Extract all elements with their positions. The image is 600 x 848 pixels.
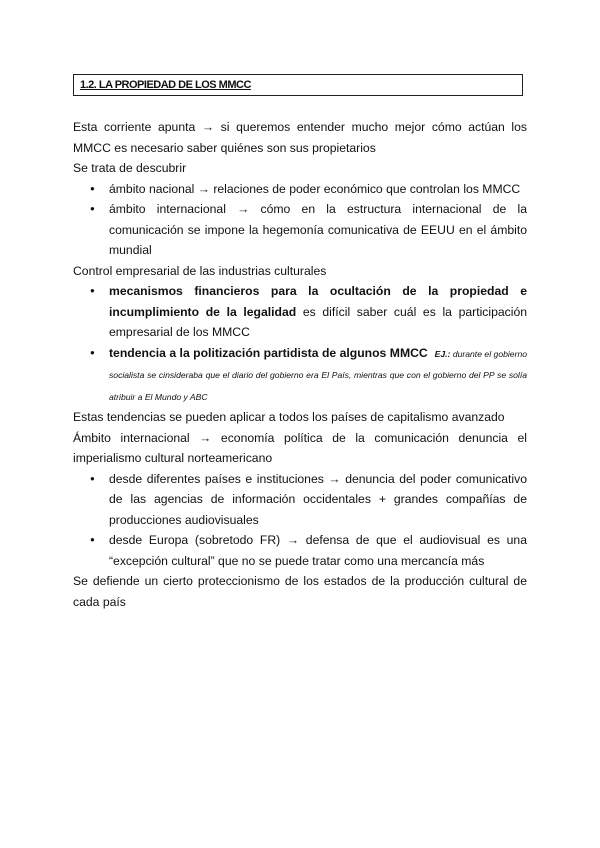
list-descubrir <box>73 179 527 261</box>
list-control <box>73 281 527 407</box>
paragraph-tendencias: Estas tendencias se pueden aplicar a todos los países de capitalismo avanzado <box>73 410 505 424</box>
plain-text: es difícil saber cuál es la participación empresarial de los MMCC <box>109 304 528 339</box>
list-item <box>109 281 527 343</box>
bold-text: tendencia a la politización partidista de algunos MMCC <box>109 345 428 360</box>
example-label: EJ.: <box>434 348 451 359</box>
paragraph-control: Control empresarial de las industrias culturales <box>73 263 327 278</box>
paragraph-proteccionismo: Se defiende un cierto proteccionismo de los estados de la producción cultural de cada país <box>73 574 527 609</box>
section-heading: 1.2. LA PROPIEDAD DE LOS MMCC <box>73 74 523 96</box>
list-item: ● ámbito internacional → cómo en la estructura internacional de la comunicación se impone la hegemonía comunicativa de EEUU en el ámbito mundial <box>109 199 527 261</box>
bold-text: mecanismos financieros para la ocultación de la propiedad e incumplimiento de la legalidad <box>109 284 527 319</box>
list-item: ● desde Europa (sobretodo FR) → defensa de que el audiovisual es una “excepción cultural” que no se puede tratar como una mercancía más <box>109 530 527 571</box>
paragraph-intro: Esta corriente apunta → si queremos entender mucho mejor cómo actúan los MMCC es necesario saber quiénes son sus propietarios <box>73 120 527 155</box>
list-item <box>109 343 527 408</box>
example-text: durante el gobierno socialista se cinsideraba que el diario del gobierno era El País, mientras que con el gobierno del PP se solía atribuir a El Mundo y ABC <box>109 348 528 402</box>
paragraph-descubrir: Se trata de descubrir <box>73 161 187 175</box>
paragraph-internacional: Ámbito internacional → economía política de la comunicación denuncia el imperialismo cultural norteamericano <box>73 430 527 465</box>
list-internacional <box>73 469 527 572</box>
list-item: ● desde diferentes países e instituciones → denuncia del poder comunicativo de las agencias de información occidentales + grandes compañías de producciones audiovisuales <box>109 469 527 531</box>
list-item: ● ámbito nacional → relaciones de poder económico que controlan los MMCC <box>109 179 527 200</box>
document-body <box>73 117 527 612</box>
